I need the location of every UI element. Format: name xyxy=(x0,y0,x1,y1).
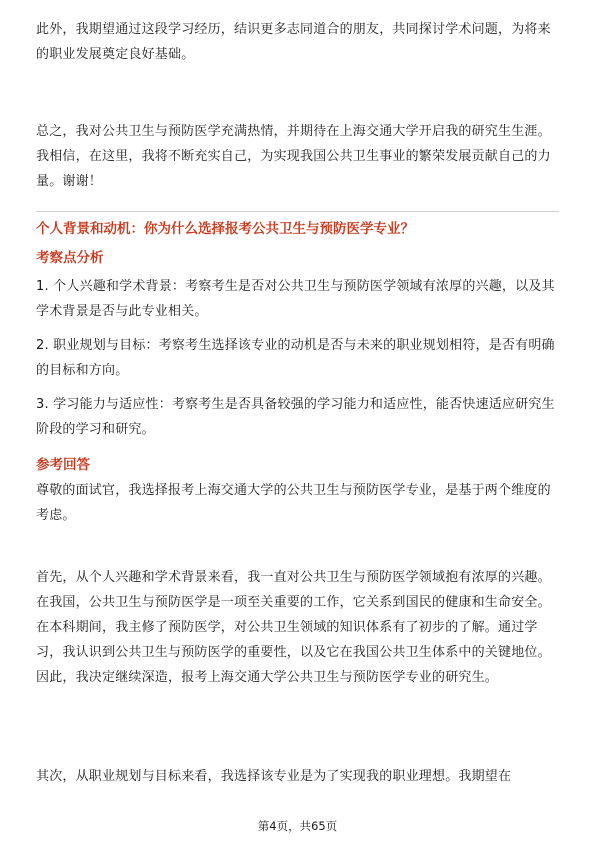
paragraph-conclusion: 总之，我对公共卫生与预防医学充满热情，并期待在上海交通大学开启我的研究生生涯。我相信，在这里，我将不断充实自己，为实现我国公共卫生事业的繁荣发展贡献自己的力量。谢谢！ xyxy=(36,124,551,189)
answer-paragraph-second: 其次，从职业规划与目标来看，我选择该专业是为了实现我的职业理想。我期望在 xyxy=(36,769,512,784)
answer-paragraph-intro: 尊敬的面试官，我选择报考上海交通大学的公共卫生与预防医学专业，是基于两个维度的考虑。 xyxy=(36,483,551,523)
answer-heading: 参考回答 xyxy=(36,457,90,473)
paragraph-future-friends: 此外，我期望通过这段学习经历，结识更多志同道合的朋友，共同探讨学术问题，为将来的职业发展奠定良好基础。 xyxy=(36,22,551,62)
analysis-item-ability: 3. 学习能力与适应性：考察考生是否具备较强的学习能力和适应性，能否快速适应研究生阶段的学习和研究。 xyxy=(36,397,555,437)
analysis-heading: 考察点分析 xyxy=(36,250,104,266)
section-divider xyxy=(36,211,559,212)
answer-paragraph-first: 首先，从个人兴趣和学术背景来看，我一直对公共卫生与预防医学领域抱有浓厚的兴趣。在我国，公共卫生与预防医学是一项至关重要的工作，它关系到国民的健康和生命安全。在本科期间，我主修了预防医学，对公共卫生领域的知识体系有了初步的了解。通过学习，我认识到公共卫生与预防医学的重要性，以及它在我国公共卫生体系中的关键地位。因此，我决定继续深造，报考上海交通大学公共卫生与预防医学专业的研究生。 xyxy=(36,570,551,685)
analysis-item-career: 2. 职业规划与目标：考察考生选择该专业的动机是否与未来的职业规划相符，是否有明确的目标和方向。 xyxy=(36,338,555,378)
question-title: 个人背景和动机：你为什么选择报考公共卫生与预防医学专业？ xyxy=(36,221,414,237)
page-footer xyxy=(0,818,595,834)
document-page xyxy=(36,0,559,842)
page-number-label: 第4页，共65页 xyxy=(257,819,338,833)
analysis-item-interest: 1. 个人兴趣和学术背景：考察考生是否对公共卫生与预防医学领域有浓厚的兴趣，以及其学术背景是否与此专业相关。 xyxy=(36,279,555,319)
